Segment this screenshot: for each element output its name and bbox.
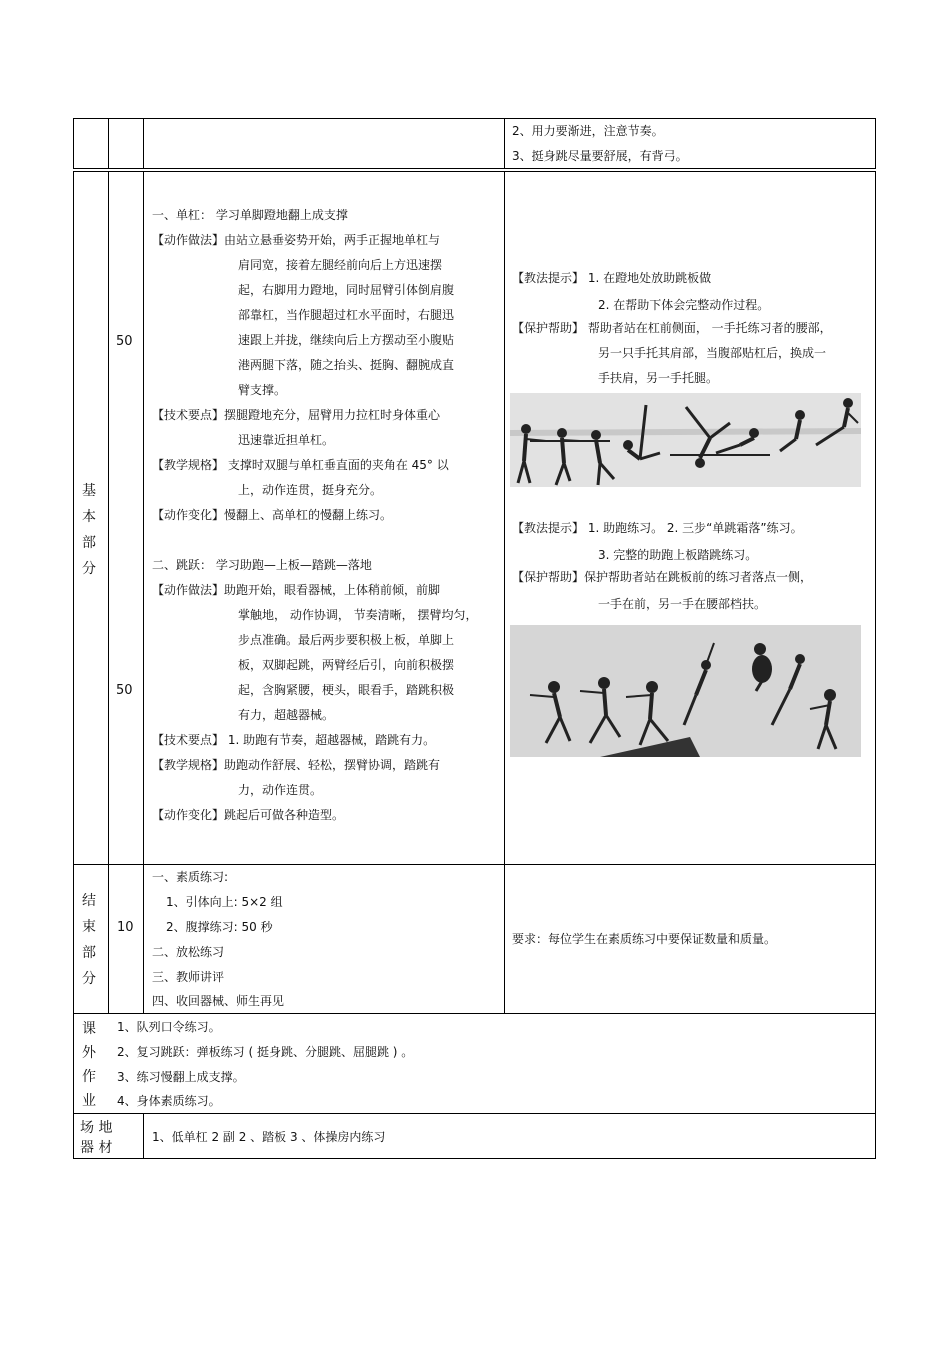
note-line: 一手在前，另一手在腰部档扶。 xyxy=(598,597,767,611)
section-label-char: 部 xyxy=(82,535,96,551)
homework-item: 3、练习慢翻上成支撑。 xyxy=(117,1070,245,1084)
section-label-char: 本 xyxy=(82,509,96,525)
content-line: 【动作做法】由站立悬垂姿势开始，两手正握地单杠与 xyxy=(152,233,441,247)
note-line: 【教法提示】 1. 在蹬地处放助跳板做 xyxy=(512,271,712,285)
section-label-char: 外 xyxy=(82,1045,96,1061)
content-line: 【教学规格】 支撑时双腿与单杠垂直面的夹角在 45° 以 xyxy=(152,458,449,472)
homework-item: 4、身体素质练习。 xyxy=(117,1094,221,1108)
content-line: 【教学规格】助跑动作舒展、轻松，摆臂协调，踏跳有 xyxy=(152,758,441,772)
note-line: 3、挺身跳尽量要舒展，有背弓。 xyxy=(512,149,688,163)
content-line: 港两腿下落，随之抬头、挺胸、翻腕成直 xyxy=(238,358,455,372)
table-border xyxy=(73,171,876,172)
content-line: 二、放松练习 xyxy=(152,945,225,959)
content-line: 【技术要点】 1. 助跑有节奏，超越器械，踏跳有力。 xyxy=(152,733,436,747)
minutes-value: 50 xyxy=(116,334,133,349)
section-label-char: 课 xyxy=(82,1021,96,1037)
table-border xyxy=(143,118,144,169)
content-line: 1、引体向上: 5×2 组 xyxy=(166,895,283,909)
content-line: 二、跳跃： 学习助跑—上板—踏跳—落地 xyxy=(152,558,372,572)
table-border xyxy=(108,171,109,1013)
table-border xyxy=(108,118,109,169)
content-line: 部靠杠，当作腿超过杠水平面时，右腿迅 xyxy=(238,308,455,322)
section-label-char: 结 xyxy=(82,893,96,909)
content-line: 起，含胸紧腰，梗头，眼看手，踏跳积极 xyxy=(238,683,455,697)
note-line: 2、用力要渐进，注意节奏。 xyxy=(512,124,664,138)
note-line: 手扶肩，另一手托腿。 xyxy=(598,371,719,385)
content-line: 【动作变化】跳起后可做各种造型。 xyxy=(152,808,345,822)
table-border xyxy=(73,1013,876,1014)
vault-sequence-figure xyxy=(510,625,861,757)
content-line: 四、收回器械、师生再见 xyxy=(152,994,285,1008)
content-line: 2、腹撑练习: 50 秒 xyxy=(166,920,273,934)
note-line: 【保护帮助】保护帮助者站在跳板前的练习者落点一侧， xyxy=(512,570,813,584)
content-line: 肩同宽，接着左腿经前向后上方迅速摆 xyxy=(238,258,443,272)
content-line: 迅速靠近担单杠。 xyxy=(238,433,335,447)
content-line: 板，双脚起跳，两臂经后引，向前积极摆 xyxy=(238,658,455,672)
content-line: 三、教师讲评 xyxy=(152,970,225,984)
table-border xyxy=(504,118,505,169)
venue-label: 器 材 xyxy=(80,1140,113,1156)
table-border xyxy=(73,1113,876,1114)
content-line: 一、素质练习: xyxy=(152,870,229,884)
table-border xyxy=(73,118,876,119)
content-line: 步点准确。最后两步要积极上板，单脚上 xyxy=(238,633,455,647)
vault-approach-illustration xyxy=(510,625,861,757)
section-label-char: 束 xyxy=(82,919,96,935)
bar-kip-illustration xyxy=(510,393,861,487)
content-line: 掌触地， 动作协调， 节奏清晰， 摆臂均匀， xyxy=(238,608,478,622)
section-label-char: 分 xyxy=(82,561,96,577)
note-line: 3. 完整的助跑上板踏跳练习。 xyxy=(598,548,758,562)
content-line: 有力，超越器械。 xyxy=(238,708,335,722)
content-line: 一、单杠： 学习单脚蹬地翻上成支撑 xyxy=(152,208,348,222)
content-line: 上，动作连贯，挺身充分。 xyxy=(238,483,383,497)
content-line: 臂支撑。 xyxy=(238,383,287,397)
section-label-char: 分 xyxy=(82,971,96,987)
venue-label: 场 地 xyxy=(80,1120,113,1136)
requirement-text: 要求：每位学生在素质练习中要保证数量和质量。 xyxy=(512,932,777,946)
homework-item: 2、复习跳跃：弹板练习 ( 挺身跳、分腿跳、屈腿跳 ) 。 xyxy=(117,1045,414,1059)
table-border xyxy=(73,171,74,1159)
table-border xyxy=(875,118,876,169)
minutes-value: 10 xyxy=(117,920,134,935)
content-line: 【动作做法】助跑开始，眼看器械，上体稍前倾，前脚 xyxy=(152,583,441,597)
content-line: 力，动作连贯。 xyxy=(238,783,323,797)
section-label-char: 部 xyxy=(82,945,96,961)
table-border xyxy=(143,171,144,1013)
table-border xyxy=(73,864,876,865)
section-label-char: 基 xyxy=(82,483,96,499)
content-line: 起，右脚用力蹬地，同时屈臂引体倒肩腹 xyxy=(238,283,455,297)
homework-item: 1、队列口令练习。 xyxy=(117,1020,221,1034)
content-line: 速跟上并拢，继续向后上方摆动至小腹贴 xyxy=(238,333,455,347)
section-label-char: 作 xyxy=(82,1069,96,1085)
table-border xyxy=(143,1113,144,1159)
table-border xyxy=(504,171,505,1013)
note-line: 【保护帮助】 帮助者站在杠前侧面， 一手托练习者的腰部， xyxy=(512,321,832,335)
note-line: 另一只手托其肩部，当腹部贴杠后，换成一 xyxy=(598,346,827,360)
content-line: 【技术要点】摆腿蹬地充分，屈臂用力拉杠时身体重心 xyxy=(152,408,441,422)
content-line: 【动作变化】慢翻上、高单杠的慢翻上练习。 xyxy=(152,508,393,522)
note-line: 【教法提示】 1. 助跑练习。 2. 三步“单跳霜落”练习。 xyxy=(512,521,803,535)
section-label-char: 业 xyxy=(82,1093,96,1109)
gymnast-sequence-figure xyxy=(510,393,861,487)
venue-text: 1、低单杠 2 副 2 、踏板 3 、体操房内练习 xyxy=(152,1130,386,1144)
note-line: 2. 在帮助下体会完整动作过程。 xyxy=(598,298,770,312)
table-border xyxy=(73,1158,876,1159)
table-border xyxy=(875,171,876,1159)
table-border xyxy=(73,168,876,169)
table-border xyxy=(73,118,74,169)
minutes-value: 50 xyxy=(116,683,133,698)
